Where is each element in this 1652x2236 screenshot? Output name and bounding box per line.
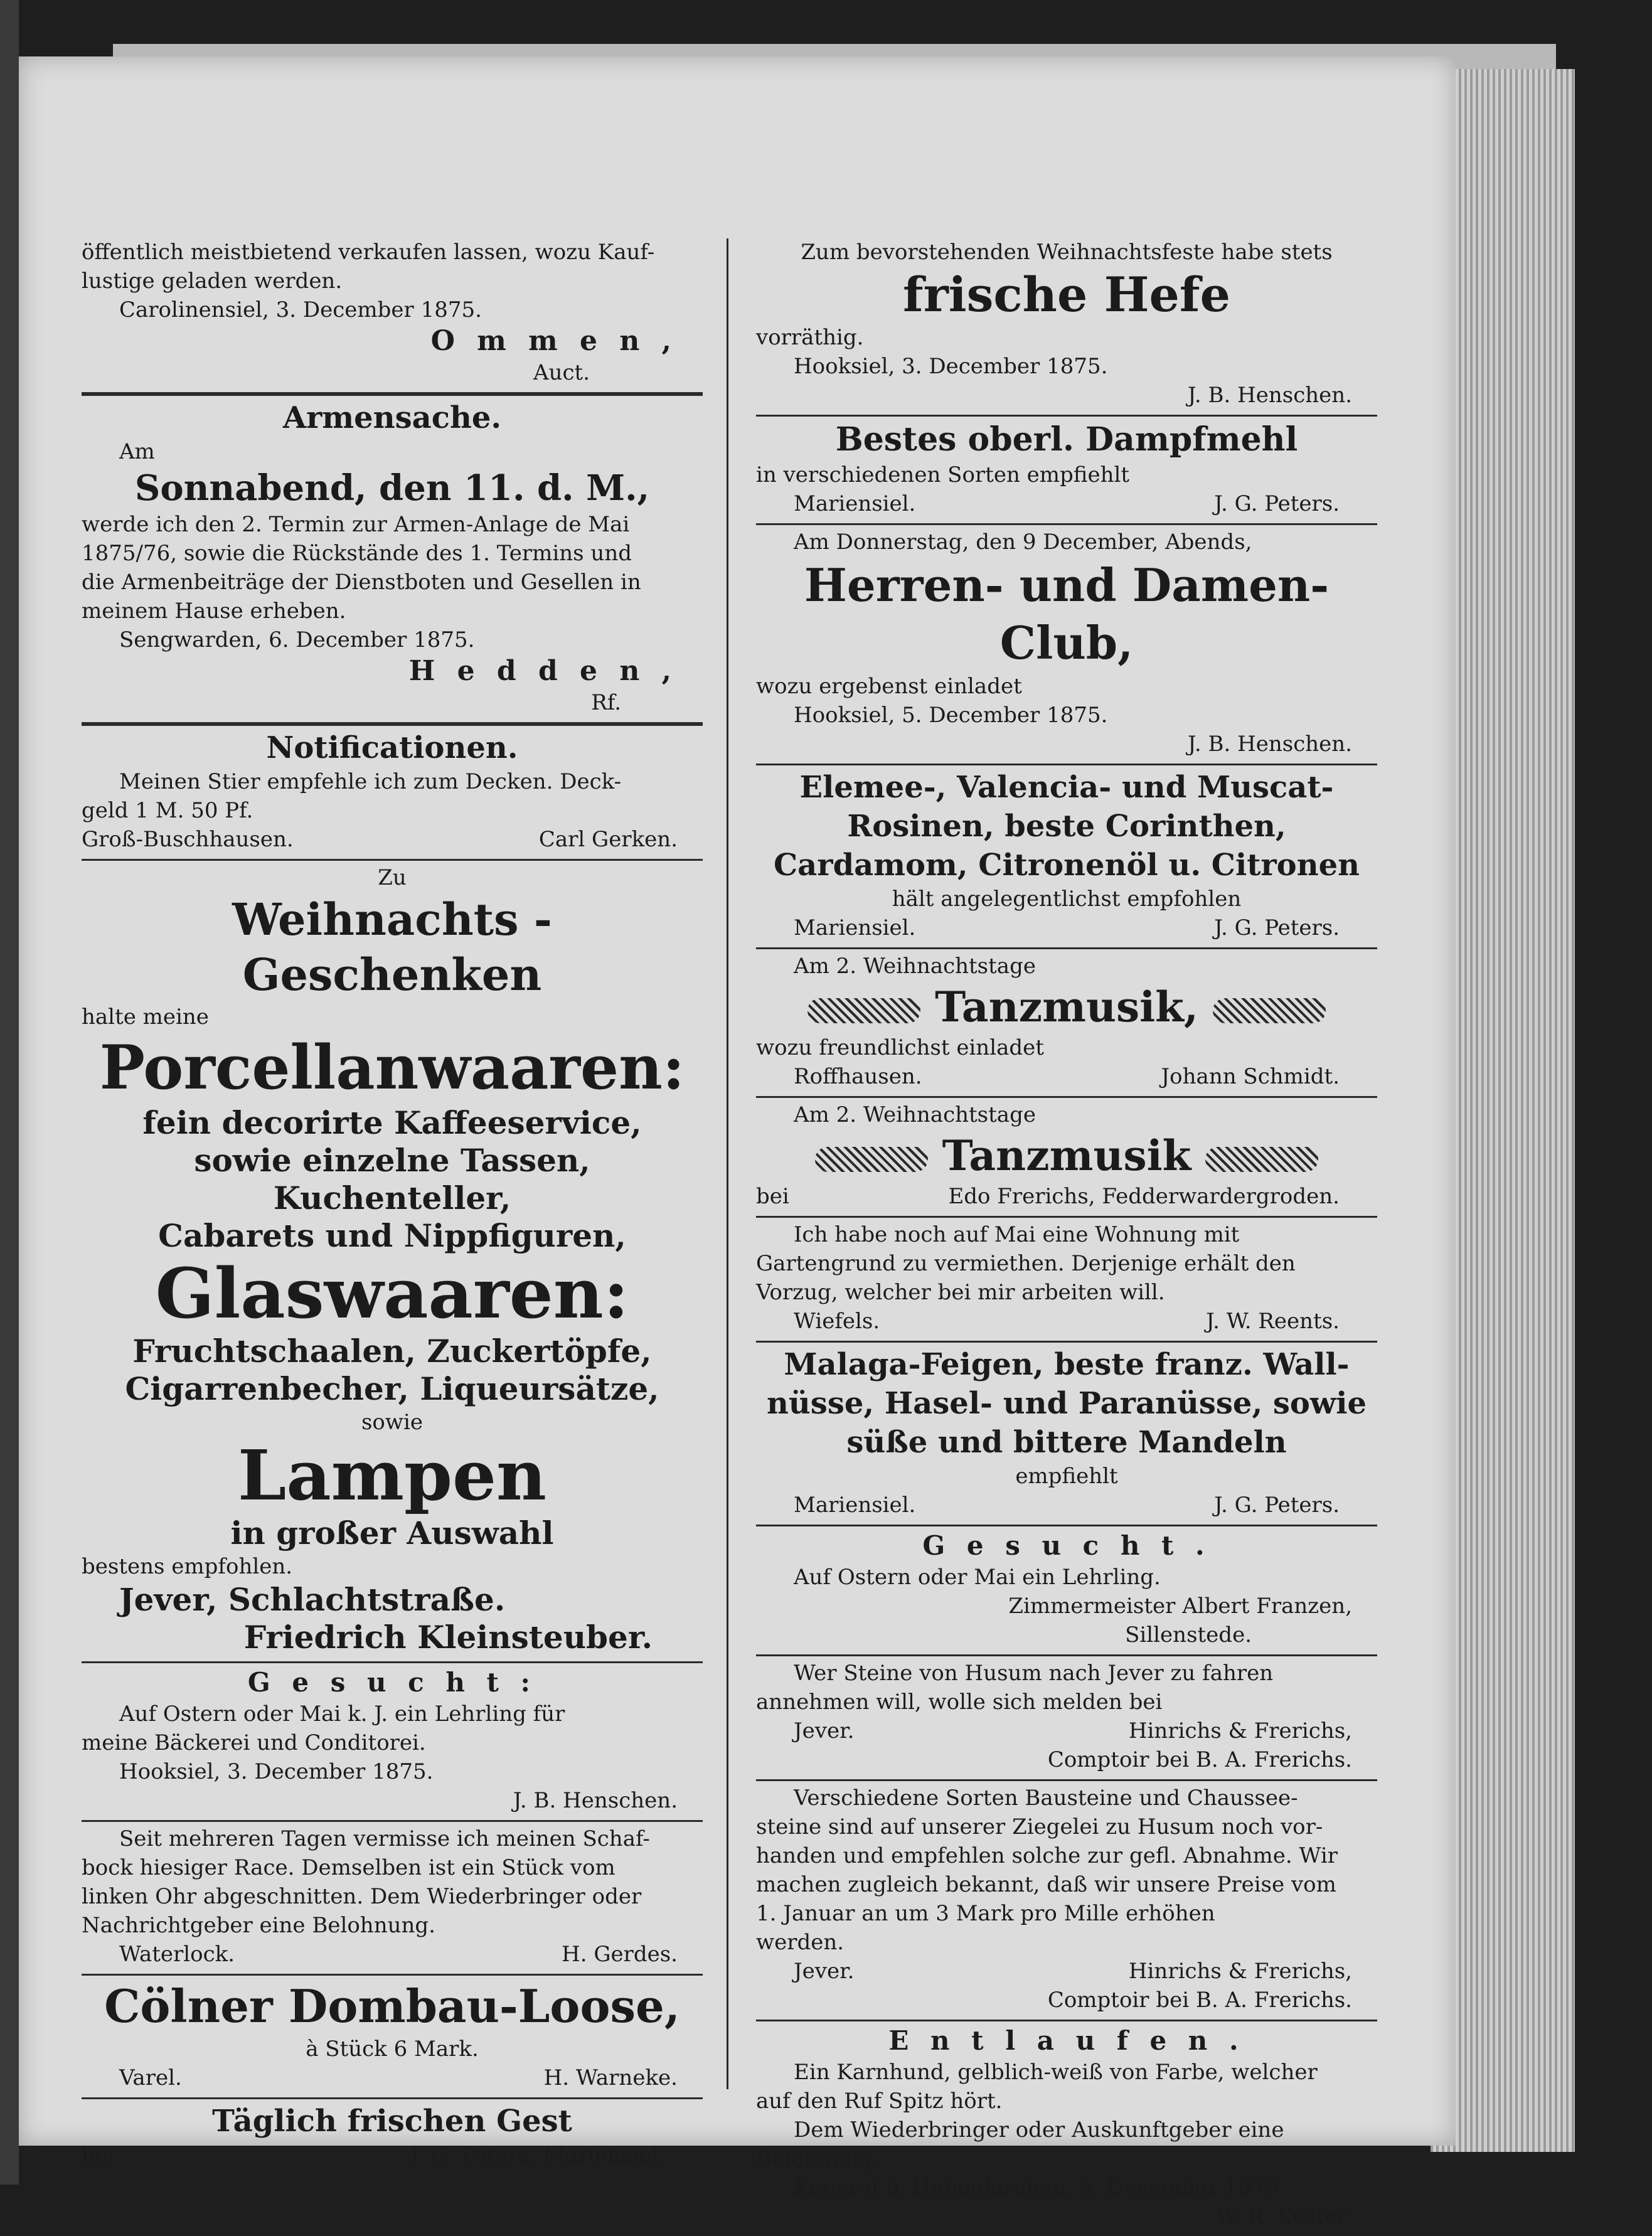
signature: J. B. Henschen. (1187, 383, 1352, 408)
text-line: Am Donnerstag, den 9 December, Abends, (794, 530, 1252, 555)
text-line: handen und empfehlen solche zur gefl. Abnahme. Wir (756, 1843, 1338, 1868)
place: Roffhausen. (794, 1064, 922, 1089)
ad-headline: Cardamom, Citronenöl u. Citronen (773, 848, 1360, 883)
signature-row (756, 1717, 1377, 1745)
price: à Stück 6 Mark. (306, 2036, 479, 2062)
text-line: Belohnung. (756, 2146, 880, 2171)
product-line: Cigarrenbecher, Liqueursätze, (125, 1370, 659, 1407)
signature: Hinrichs & Frerichs, (1128, 1718, 1352, 1744)
text-line: Seit mehreren Tagen vermisse ich meinen Schaf- (119, 1826, 650, 1851)
dateline: Carolinensiel, 3. December 1875. (119, 297, 482, 322)
place: Groß-Buschhausen. (82, 827, 294, 852)
book-spine (0, 0, 19, 2185)
text-line: halte meine (82, 1004, 209, 1030)
signature: J. W. Reents. (1206, 1309, 1340, 1334)
ad-headline: Lampen (238, 1435, 546, 1516)
signature-row (82, 825, 703, 854)
newspaper-page (19, 56, 1456, 2229)
signature-row (756, 1062, 1377, 1091)
text-line: lustige geladen werden. (82, 269, 343, 294)
ad-bausteine (756, 1781, 1377, 2021)
signature: O m m e n , (430, 325, 678, 357)
text-line: machen zugleich bekannt, daß wir unsere Preise vom (756, 1872, 1336, 1897)
signature: J. G. Peters, Mariensiel. (410, 2143, 665, 2168)
dateline: Hooksiel, 3. December 1875. (119, 1759, 434, 1784)
signature-row (756, 1491, 1377, 1520)
ad-headline: Elemee-, Valencia- und Muscat- (799, 770, 1334, 805)
ad-wohnung (756, 1218, 1377, 1343)
text-line: Dem Wiederbringer oder Auskunftgeber eine (794, 2117, 1284, 2143)
text-line: bestens empfohlen. (82, 1554, 293, 1579)
signature: Carl Gerken. (538, 827, 678, 852)
text-line: 1875/76, sowie die Rückstände des 1. Termins und (82, 541, 632, 566)
ad-tanzmusik-1 (756, 949, 1377, 1098)
ad-headline: nüsse, Hasel- und Paranüsse, sowie (767, 1386, 1367, 1421)
product-line: sowie einzelne Tassen, Kuchenteller, (194, 1142, 590, 1216)
ad-headline: Porcellanwaaren: (99, 1032, 685, 1103)
text-line: 1. Januar an um 3 Mark pro Mille erhöhen (756, 1901, 1215, 1926)
text-line: werde ich den 2. Termin zur Armen-Anlage de Mai (82, 512, 630, 537)
signature-row (756, 1307, 1377, 1336)
text-line: Am 2. Weihnachtstage (794, 1102, 1036, 1127)
ad-dampfmehl (756, 417, 1377, 525)
signature-role: Auct. (533, 360, 590, 385)
signature: J. B. Henschen. (513, 1788, 678, 1813)
text-line: meine Bäckerei und Conditorei. (82, 1730, 426, 1755)
text-line: öffentlich meistbietend verkaufen lassen, wozu Kauf- (82, 240, 655, 265)
ornament-left-icon (815, 1147, 928, 1172)
text-line: auf den Ruf Spitz hört. (756, 2089, 1003, 2114)
text-line: Auf Ostern oder Mai k. J. ein Lehrling für (119, 1701, 565, 1727)
text-line: Ich habe noch auf Mai eine Wohnung mit (794, 1222, 1240, 1247)
signature: W. R. Köster. (1215, 2204, 1352, 2229)
signature-row (756, 913, 1377, 942)
signature-line: Comptoir bei B. A. Frerichs. (1047, 1988, 1352, 2013)
ad-gesucht-zimmermeister (756, 1526, 1377, 1656)
signature: J. G. Peters. (1214, 1493, 1340, 1518)
product-line: Cabarets und Nippfiguren, (158, 1217, 626, 1254)
text-line: linken Ohr abgeschnitten. Dem Wiederbringer oder (82, 1884, 642, 1909)
text-line: geld 1 M. 50 Pf. (82, 798, 253, 823)
ad-schafbock (82, 1822, 703, 1976)
ornament-left-icon (807, 998, 920, 1023)
text-line: sowie (361, 1410, 423, 1435)
signature-row (756, 1182, 1377, 1211)
ad-headline: Herren- und Damen-Club, (804, 558, 1330, 669)
ad-notificationen (82, 726, 703, 861)
text-line: bock hiesiger Race. Demselben ist ein Stück vom (82, 1855, 616, 1880)
text-line: steine sind auf unserer Ziegelei zu Husum noch vor- (756, 1814, 1323, 1839)
text-line: Wer Steine von Husum nach Jever zu fahren (794, 1661, 1274, 1686)
ornament-right-icon (1213, 998, 1326, 1023)
text-line: Am 2. Weihnachtstage (794, 954, 1036, 979)
ad-entlaufen (756, 2021, 1377, 2236)
text-line: wozu ergebenst einladet (756, 674, 1022, 699)
ad-headline: Rosinen, beste Corinthen, (847, 809, 1286, 844)
ad-headline: frische Hefe (903, 267, 1230, 322)
product-line: fein decorirte Kaffeeservice, (142, 1104, 642, 1141)
ad-armensache (82, 396, 703, 726)
ad-headline: Weihnachts - Geschenken (232, 893, 552, 1001)
text-line: Ein Karnhund, gelblich-weiß von Farbe, welcher (794, 2060, 1318, 2085)
ad-title: E n t l a u f e n . (888, 2025, 1245, 2056)
signature-line: Comptoir bei B. A. Frerichs. (1047, 1747, 1352, 1772)
place: Mariensiel. (794, 915, 916, 940)
ad-steine-husum (756, 1656, 1377, 1781)
signature: Friedrich Kleinsteuber. (243, 1619, 653, 1656)
text-line: Verschiedene Sorten Bausteine und Chaussee- (794, 1786, 1298, 1811)
dateline: Kaperei b. Hohenkirchen. 5. December 1875. (794, 2175, 1286, 2200)
text-line: Zum bevorstehenden Weihnachtsfeste habe stets (801, 240, 1333, 265)
product-line: in großer Auswahl (230, 1515, 554, 1552)
signature: Hinrichs & Frerichs, (1128, 1959, 1352, 1984)
text-line: bei (82, 2143, 115, 2168)
ad-tanzmusik-2 (756, 1098, 1377, 1218)
ad-rosinen (756, 765, 1377, 949)
text-line: Gartengrund zu vermiethen. Derjenige erhält den (756, 1251, 1296, 1276)
ad-headline: süße und bittere Mandeln (846, 1425, 1287, 1460)
ad-headline: Tanzmusik, (935, 982, 1198, 1031)
ad-frische-hefe (756, 235, 1377, 417)
column-divider (727, 238, 728, 2089)
ad-gesucht-lehrling (82, 1663, 703, 1822)
ad-headline: Tanzmusik (942, 1131, 1191, 1180)
signature: J. G. Peters. (1214, 491, 1340, 516)
signature: H. Warneke. (543, 2065, 678, 2090)
text-line: die Armenbeiträge der Dienstboten und Gesellen in (82, 570, 641, 595)
ad-dombau-loose (82, 1976, 703, 2099)
text-line: Auf Ostern oder Mai ein Lehrling. (794, 1565, 1161, 1590)
signature-role: Rf. (591, 690, 621, 715)
text-line: Meinen Stier empfehle ich zum Decken. Deck- (119, 769, 622, 794)
place: Wiefels. (794, 1309, 880, 1334)
signature-row (756, 1957, 1377, 1986)
text-line: in verschiedenen Sorten empfiehlt (756, 462, 1130, 487)
ad-headline: Täglich frischen Gest (212, 2104, 572, 2139)
signature: Johann Schmidt. (1161, 1064, 1340, 1089)
signature-row (82, 2063, 703, 2092)
signature: J. B. Henschen. (1187, 732, 1352, 757)
place: Jever. (794, 1718, 855, 1744)
text-line: empfiehlt (1015, 1464, 1118, 1489)
signature-row (756, 489, 1377, 518)
text-line: werden. (756, 1930, 845, 1955)
ad-auction (82, 235, 703, 396)
text-line: vorräthig. (756, 325, 864, 350)
text-line: Nachrichtgeber eine Belohnung. (82, 1913, 435, 1938)
ad-herren-damen-club (756, 525, 1377, 765)
place: Waterlock. (119, 1942, 235, 1967)
ad-headline-row (756, 981, 1377, 1033)
ad-feigen-nuesse (756, 1343, 1377, 1526)
signature: Edo Frerichs, Fedderwardergroden. (948, 1184, 1340, 1209)
text-line: annehmen will, wolle sich melden bei (756, 1690, 1163, 1715)
signature: J. G. Peters. (1214, 915, 1340, 940)
product-line: Fruchtschaalen, Zuckertöpfe, (132, 1333, 652, 1370)
ad-title: Notificationen. (266, 730, 518, 765)
place: Varel. (119, 2065, 182, 2090)
ad-headline: Sonnabend, den 11. d. M., (134, 467, 650, 509)
text-line: Vorzug, welcher bei mir arbeiten will. (756, 1280, 1165, 1305)
text-line: meinem Hause erheben. (82, 599, 346, 624)
ad-headline-row (756, 1129, 1377, 1182)
address: Jever, Schlachtstraße. (119, 1581, 506, 1618)
dateline: Hooksiel, 3. December 1875. (794, 354, 1108, 379)
text-line: wozu freundlichst einladet (756, 1035, 1044, 1060)
ad-frischen-gest (82, 2099, 703, 2175)
signature: H. Gerdes. (562, 1942, 678, 1967)
ad-title: G e s u c h t : (247, 1667, 537, 1698)
text-line: Zu (378, 865, 407, 890)
ad-headline: Malaga-Feigen, beste franz. Wall- (784, 1347, 1350, 1382)
ad-headline: Glaswaaren: (155, 1253, 629, 1334)
place: Mariensiel. (794, 1493, 916, 1518)
ad-title: G e s u c h t . (922, 1530, 1211, 1561)
ad-weihnachts-geschenke (82, 861, 703, 1663)
ad-title: Armensache. (282, 400, 502, 435)
signature-row (82, 2141, 703, 2169)
text-line: Zimmermeister Albert Franzen, (1008, 1594, 1352, 1619)
text-line: Am (119, 439, 155, 464)
text-line: bei (756, 1184, 789, 1209)
text-line: hält angelegentlichst empfohlen (892, 886, 1242, 912)
signature: H e d d e n , (408, 655, 678, 687)
signature-row (82, 1940, 703, 1969)
text-line: Sillenstede. (1125, 1622, 1252, 1648)
place: Mariensiel. (794, 491, 916, 516)
ad-headline: Bestes oberl. Dampfmehl (835, 420, 1298, 459)
dateline: Sengwarden, 6. December 1875. (119, 627, 475, 652)
left-column (82, 235, 703, 2175)
ornament-right-icon (1205, 1147, 1318, 1172)
place: Jever. (794, 1959, 855, 1984)
right-column (756, 235, 1377, 2236)
dateline: Hooksiel, 5. December 1875. (794, 703, 1108, 728)
ad-headline: Cölner Dombau-Loose, (104, 1979, 680, 2033)
